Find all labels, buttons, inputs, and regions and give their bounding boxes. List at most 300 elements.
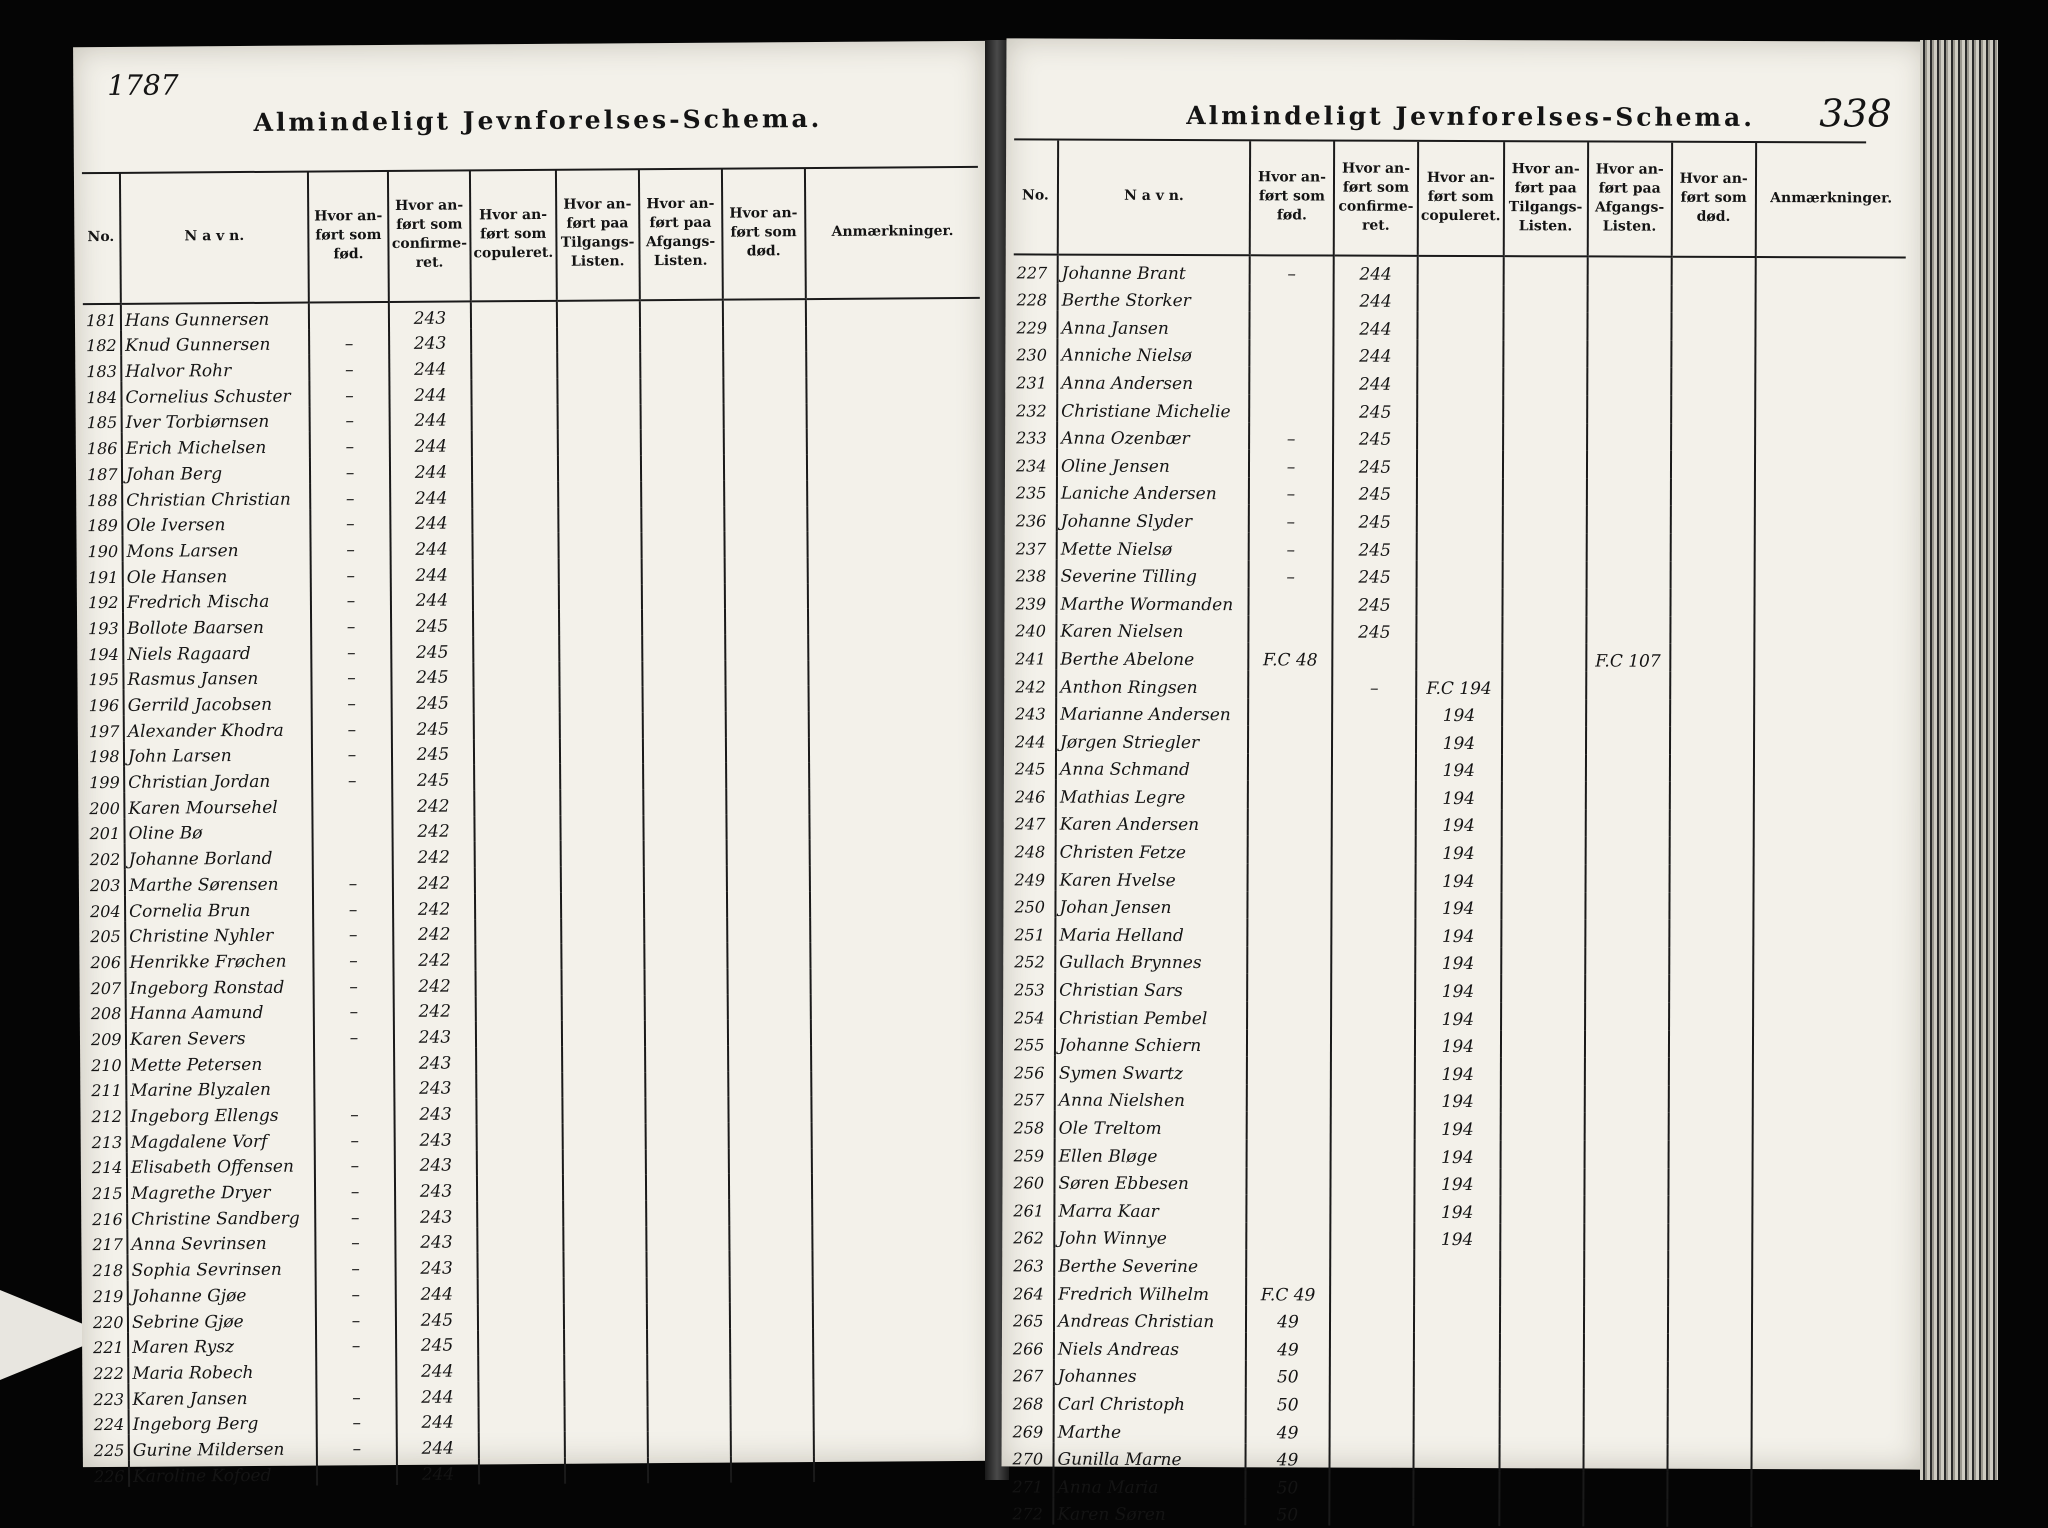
row-remarks xyxy=(1753,810,1903,838)
row-cell-empty xyxy=(563,1252,646,1278)
row-number: 247 xyxy=(1014,814,1046,835)
row-cell-empty xyxy=(1667,1389,1751,1417)
row-cell-empty xyxy=(564,1380,647,1406)
row-number: 184 xyxy=(86,387,118,407)
row-remarks xyxy=(1751,1500,1901,1528)
row-cell-fod xyxy=(1246,1222,1330,1250)
row-cell-empty xyxy=(562,1149,645,1175)
row-cell-conf: 244 xyxy=(391,559,473,585)
row-cell-conf xyxy=(1330,1195,1414,1223)
row-cell-empty xyxy=(1503,340,1587,368)
row-cell-conf xyxy=(1331,946,1415,974)
row-remarks xyxy=(806,350,980,377)
row-cell-conf: 242 xyxy=(394,996,476,1022)
row-cell-empty xyxy=(641,455,724,481)
row-cell-empty xyxy=(1669,810,1753,838)
row-cell-empty xyxy=(1670,672,1754,700)
row-cell-afg xyxy=(1587,395,1671,423)
row-name: Johanne Brant xyxy=(1058,255,1250,284)
row-cell-empty xyxy=(562,1046,645,1072)
row-cell-fod: – xyxy=(311,611,391,637)
row-number: 228 xyxy=(1016,290,1048,310)
row-cell-empty xyxy=(646,1251,729,1277)
row-name: Johan Berg xyxy=(122,458,310,485)
column-header: Hvor an- ført som død. xyxy=(1671,143,1755,257)
row-remarks xyxy=(1751,1445,1901,1473)
row-cell-fod xyxy=(1247,918,1331,946)
row-cell-afg xyxy=(1586,506,1670,534)
row-cell-empty xyxy=(1668,1334,1752,1362)
row-remarks xyxy=(812,1172,986,1199)
row-cell-empty xyxy=(1501,919,1585,947)
row-cell-fod: – xyxy=(312,740,392,766)
row-cell-empty xyxy=(647,1380,730,1406)
row-number: 270 xyxy=(1012,1449,1044,1469)
row-cell-empty xyxy=(558,455,641,481)
row-cell-empty xyxy=(472,430,558,456)
row-name: John Winnye xyxy=(1054,1221,1246,1249)
row-cell-fod xyxy=(1247,891,1331,919)
row-number: 236 xyxy=(1015,511,1047,531)
row-cell-afg xyxy=(1585,1030,1669,1058)
row-cell-fod xyxy=(1248,753,1332,781)
row-cell-conf: 244 xyxy=(397,1407,479,1433)
table-row xyxy=(1011,1028,1903,1059)
row-cell-afg xyxy=(1586,561,1670,589)
row-remarks xyxy=(1753,1031,1903,1059)
row-cell-empty xyxy=(1501,781,1585,809)
row-cell-empty xyxy=(1502,588,1586,616)
table-row xyxy=(1013,476,1905,507)
row-remarks xyxy=(1752,1224,1902,1252)
row-cell-empty xyxy=(723,351,806,377)
row-cell-empty xyxy=(476,1021,562,1047)
row-cell-conf xyxy=(1329,1443,1413,1471)
row-cell-fod: – xyxy=(312,765,392,791)
row-cell-cop: 194 xyxy=(1414,1195,1500,1223)
row-cell-fod xyxy=(312,791,392,817)
row-number: 196 xyxy=(88,695,120,716)
row-cell-conf: 244 xyxy=(396,1279,478,1305)
row-remarks xyxy=(812,1224,986,1251)
row-number: 271 xyxy=(1012,1477,1044,1497)
row-cell-cop xyxy=(1417,560,1503,588)
row-number: 201 xyxy=(89,824,121,844)
table-row xyxy=(1012,807,1904,838)
row-cell-empty xyxy=(557,353,640,379)
table-row xyxy=(1012,862,1904,893)
row-name: Maria Helland xyxy=(1055,918,1247,946)
row-cell-conf xyxy=(1331,1002,1415,1030)
row-name: Marthe Wormanden xyxy=(1056,587,1248,615)
row-cell-empty xyxy=(643,763,726,789)
column-header: Hvor an- ført paa Afgangs- Listen. xyxy=(1587,142,1671,256)
row-number: 231 xyxy=(1016,373,1047,393)
row-cell-conf: 244 xyxy=(391,585,473,611)
row-cell-conf: 243 xyxy=(395,1253,477,1279)
row-cell-empty xyxy=(473,584,559,610)
row-cell-conf: 243 xyxy=(394,1022,476,1048)
row-cell-empty xyxy=(476,1072,562,1098)
row-remarks xyxy=(1751,1472,1901,1500)
row-cell-empty xyxy=(1671,478,1755,506)
row-cell-cop: 194 xyxy=(1415,891,1501,919)
row-number: 256 xyxy=(1013,1063,1045,1083)
row-cell-conf xyxy=(1331,1112,1415,1140)
row-name: Karen Moursehel xyxy=(124,792,312,819)
row-cell-empty xyxy=(1668,1306,1752,1334)
row-cell-conf: 245 xyxy=(1333,560,1417,588)
row-cell-empty xyxy=(560,789,643,815)
row-cell-empty xyxy=(1500,1333,1584,1361)
row-name: Ole Treltom xyxy=(1055,1111,1247,1139)
row-name: Erich Michelsen xyxy=(122,432,310,459)
row-cell-empty xyxy=(1502,561,1586,589)
row-name: Mathias Legre xyxy=(1056,780,1248,808)
row-number: 224 xyxy=(93,1415,125,1435)
row-cell-empty xyxy=(1503,478,1587,506)
table-row xyxy=(1014,254,1906,286)
row-cell-empty xyxy=(473,661,559,687)
row-name: Karen Nielsen xyxy=(1056,614,1248,642)
row-number: 240 xyxy=(1015,621,1047,641)
column-header: N a v n. xyxy=(120,172,309,304)
row-number: 272 xyxy=(1012,1504,1043,1524)
row-remarks xyxy=(1753,837,1903,865)
row-cell-empty xyxy=(475,841,561,867)
row-cell-empty xyxy=(1502,726,1586,754)
row-number: 188 xyxy=(87,490,118,510)
row-cell-empty xyxy=(474,764,560,790)
row-cell-empty xyxy=(1502,754,1586,782)
row-cell-empty xyxy=(1668,1141,1752,1169)
row-cell-empty xyxy=(642,686,725,712)
row-cell-cop: 194 xyxy=(1415,947,1501,975)
row-cell-empty xyxy=(727,891,810,917)
row-remarks xyxy=(1753,1003,1903,1031)
row-cell-afg xyxy=(1587,313,1671,341)
row-cell-empty xyxy=(730,1430,813,1456)
row-name: Christian Christian xyxy=(122,483,310,510)
row-cell-fod xyxy=(1246,1194,1330,1222)
row-cell-conf xyxy=(1331,1057,1415,1085)
row-number: 241 xyxy=(1015,649,1046,669)
row-cell-cop: 194 xyxy=(1415,1057,1501,1085)
row-cell-fod xyxy=(1248,670,1332,698)
row-number: 257 xyxy=(1013,1090,1045,1110)
row-cell-empty xyxy=(1668,1113,1752,1141)
row-remarks xyxy=(813,1352,987,1379)
row-cell-empty xyxy=(640,378,723,404)
left-ledger-table xyxy=(82,167,988,1487)
row-name: Johanne Slyder xyxy=(1057,504,1249,532)
table-row xyxy=(1012,725,1904,756)
row-cell-fod: – xyxy=(311,586,391,612)
row-cell-empty xyxy=(563,1175,646,1201)
row-cell-empty xyxy=(476,1098,562,1124)
row-remarks xyxy=(1755,424,1905,452)
row-cell-empty xyxy=(1500,1140,1584,1168)
row-cell-empty xyxy=(725,634,808,660)
row-remarks xyxy=(808,710,982,737)
row-cell-fod: – xyxy=(316,1382,396,1408)
row-name: Berthe Storker xyxy=(1058,283,1250,311)
row-cell-fod xyxy=(314,1048,394,1074)
row-cell-cop xyxy=(1417,422,1503,450)
row-number: 264 xyxy=(1013,1283,1044,1304)
row-number: 183 xyxy=(86,361,117,382)
row-name: Niels Andreas xyxy=(1054,1332,1246,1360)
row-cell-empty xyxy=(724,506,807,532)
row-cell-conf: 243 xyxy=(389,328,471,354)
row-number: 205 xyxy=(90,927,121,947)
row-cell-empty xyxy=(1500,1113,1584,1141)
row-number: 259 xyxy=(1013,1146,1045,1166)
row-name: Rasmus Jansen xyxy=(123,663,311,690)
row-cell-empty xyxy=(726,788,809,814)
row-cell-empty xyxy=(474,713,560,739)
row-cell-fod: 50 xyxy=(1246,1388,1330,1416)
row-remarks xyxy=(1753,782,1903,810)
row-cell-conf xyxy=(1329,1498,1413,1526)
row-cell-empty xyxy=(479,1432,565,1458)
row-cell-empty xyxy=(1499,1388,1583,1416)
column-header: Anmærkninger. xyxy=(1755,143,1905,258)
row-cell-fod: – xyxy=(315,1151,395,1177)
left-page xyxy=(73,41,995,1487)
row-remarks xyxy=(806,402,980,429)
row-cell-conf: 245 xyxy=(1333,505,1417,533)
row-remarks xyxy=(809,813,983,840)
table-row xyxy=(1012,642,1904,673)
row-cell-empty xyxy=(645,1071,728,1097)
row-remarks xyxy=(1755,313,1905,341)
table-row xyxy=(1010,1414,1902,1445)
row-name: Anna Andersen xyxy=(1057,366,1249,394)
row-name: Fredrich Wilhelm xyxy=(1054,1277,1246,1305)
row-number: 209 xyxy=(90,1029,122,1050)
row-name: Johannes xyxy=(1054,1359,1246,1387)
row-number: 210 xyxy=(91,1055,122,1075)
row-cell-fod xyxy=(1250,284,1334,312)
row-cell-fod xyxy=(1247,1084,1331,1112)
row-cell-empty xyxy=(642,712,725,738)
row-cell-fod: – xyxy=(313,945,393,971)
row-cell-cop xyxy=(1416,588,1502,616)
row-cell-empty xyxy=(729,1199,812,1225)
row-cell-conf: 245 xyxy=(391,636,473,662)
row-cell-empty xyxy=(724,557,807,583)
row-cell-fod: F.C 49 xyxy=(1246,1277,1330,1305)
row-number: 219 xyxy=(92,1286,124,1306)
row-cell-empty xyxy=(562,1020,645,1046)
row-cell-fod xyxy=(1247,1112,1331,1140)
row-cell-fod xyxy=(1247,1001,1331,1029)
row-name: Bollote Baarsen xyxy=(123,612,311,639)
row-cell-empty xyxy=(1501,975,1585,1003)
row-cell-empty xyxy=(642,635,725,661)
row-cell-empty xyxy=(1500,1085,1584,1113)
row-name: Marthe xyxy=(1054,1415,1246,1443)
row-cell-empty xyxy=(728,1019,811,1045)
row-number: 225 xyxy=(93,1440,125,1461)
row-cell-empty xyxy=(1671,396,1755,424)
row-cell-conf: 244 xyxy=(396,1381,478,1407)
table-row xyxy=(1012,835,1904,866)
row-cell-empty xyxy=(730,1302,813,1328)
row-cell-fod: – xyxy=(315,1228,395,1254)
row-name: Mette Petersen xyxy=(126,1048,314,1075)
row-cell-afg xyxy=(1583,1499,1667,1527)
row-cell-conf: 245 xyxy=(391,611,473,637)
row-cell-afg xyxy=(1586,589,1670,617)
row-cell-empty xyxy=(1671,341,1755,369)
row-cell-empty xyxy=(647,1405,730,1431)
row-cell-conf: 242 xyxy=(393,893,475,919)
row-cell-cop: 194 xyxy=(1415,1140,1501,1168)
row-number: 253 xyxy=(1014,980,1045,1000)
row-number: 185 xyxy=(86,413,118,433)
table-row xyxy=(1011,973,1903,1004)
row-cell-fod: – xyxy=(309,380,389,406)
row-number: 244 xyxy=(1015,732,1046,752)
row-cell-empty xyxy=(643,814,726,840)
row-cell-empty xyxy=(562,1072,645,1098)
row-cell-empty xyxy=(725,608,808,634)
row-cell-conf: 244 xyxy=(390,508,472,534)
row-cell-conf: 242 xyxy=(393,842,475,868)
row-cell-empty xyxy=(473,559,559,585)
row-cell-empty xyxy=(1669,920,1753,948)
row-name: Johan Jensen xyxy=(1055,890,1247,918)
row-cell-afg xyxy=(1584,1251,1668,1279)
row-cell-empty xyxy=(1667,1361,1751,1389)
row-name: Cornelia Brun xyxy=(125,894,313,921)
row-name: Sophia Sevrinsen xyxy=(127,1254,315,1281)
row-cell-fod: 49 xyxy=(1246,1332,1330,1360)
row-cell-empty xyxy=(1667,1444,1751,1472)
row-cell-conf: 243 xyxy=(389,301,471,328)
row-cell-cop xyxy=(1413,1499,1499,1527)
row-cell-empty xyxy=(644,969,727,995)
row-cell-empty xyxy=(1668,1279,1752,1307)
row-number: 200 xyxy=(89,798,120,818)
row-cell-empty xyxy=(641,480,724,506)
row-remarks xyxy=(813,1301,987,1328)
row-name: Søren Ebbesen xyxy=(1054,1166,1246,1194)
row-cell-empty xyxy=(564,1329,647,1355)
row-cell-empty xyxy=(1670,561,1754,589)
row-name: Elisabeth Offensen xyxy=(127,1151,315,1178)
row-cell-empty xyxy=(476,1047,562,1073)
row-name: Christian Jordan xyxy=(124,766,312,793)
row-cell-empty xyxy=(723,326,806,352)
row-remarks xyxy=(811,1069,985,1096)
row-cell-afg xyxy=(1584,1223,1668,1251)
row-remarks xyxy=(1752,1334,1902,1362)
row-cell-empty xyxy=(640,403,723,429)
row-cell-cop xyxy=(1417,478,1503,506)
row-cell-empty xyxy=(558,532,641,558)
table-row xyxy=(1010,1359,1902,1390)
row-name: Karen Andersen xyxy=(1056,807,1248,835)
row-name: Knud Gunnersen xyxy=(121,329,309,356)
row-cell-afg: F.C 107 xyxy=(1586,644,1670,672)
row-number: 218 xyxy=(92,1261,124,1281)
row-name: Anna Schmand xyxy=(1056,752,1248,780)
row-name: Oline Bø xyxy=(124,817,312,844)
row-name: Gurine Mildersen xyxy=(129,1434,317,1461)
row-cell-empty xyxy=(558,507,641,533)
row-cell-conf: 245 xyxy=(1333,477,1417,505)
row-remarks xyxy=(1752,1251,1902,1279)
row-cell-empty xyxy=(1501,1002,1585,1030)
row-remarks xyxy=(1754,534,1904,562)
row-remarks xyxy=(1754,700,1904,728)
row-cell-empty xyxy=(477,1149,563,1175)
row-cell-cop: 194 xyxy=(1416,726,1502,754)
right-header-row xyxy=(1014,140,1906,257)
table-row xyxy=(1013,393,1905,424)
row-cell-empty xyxy=(557,430,640,456)
row-cell-empty xyxy=(647,1431,730,1457)
row-cell-conf: 243 xyxy=(395,1176,477,1202)
row-cell-empty xyxy=(1500,1306,1584,1334)
row-name: Gerrild Jacobsen xyxy=(124,689,312,716)
row-name: John Larsen xyxy=(124,740,312,767)
row-cell-empty xyxy=(728,1071,811,1097)
row-name: Hanna Aamund xyxy=(126,997,314,1024)
row-cell-empty xyxy=(723,403,806,429)
row-cell-empty xyxy=(1669,948,1753,976)
row-cell-fod xyxy=(1249,339,1333,367)
row-cell-afg xyxy=(1587,451,1671,479)
row-cell-empty xyxy=(729,1251,812,1277)
row-number: 235 xyxy=(1015,483,1047,503)
row-remarks xyxy=(810,967,984,994)
row-name: Ole Iversen xyxy=(122,509,310,536)
row-cell-afg xyxy=(1585,920,1669,948)
row-cell-empty xyxy=(471,353,557,379)
column-header: No. xyxy=(82,173,121,304)
table-row xyxy=(1014,283,1906,314)
row-cell-cop xyxy=(1416,643,1502,671)
row-name: Ingeborg Berg xyxy=(129,1408,317,1435)
row-cell-conf xyxy=(1330,1360,1414,1388)
row-cell-fod: – xyxy=(1249,560,1333,588)
row-cell-cop: F.C 194 xyxy=(1416,671,1502,699)
row-cell-empty xyxy=(1501,864,1585,892)
row-cell-empty xyxy=(724,480,807,506)
row-cell-empty xyxy=(560,815,643,841)
row-cell-afg xyxy=(1584,1085,1668,1113)
row-cell-fod xyxy=(312,817,392,843)
row-cell-conf: – xyxy=(1332,670,1416,698)
row-cell-afg xyxy=(1585,975,1669,1003)
row-name: Anniche Nielsø xyxy=(1057,338,1249,366)
row-cell-conf: 242 xyxy=(392,790,474,816)
row-cell-empty xyxy=(729,1225,812,1251)
row-cell-empty xyxy=(475,944,561,970)
row-cell-fod xyxy=(1248,836,1332,864)
row-cell-fod xyxy=(1247,1029,1331,1057)
row-cell-empty xyxy=(1671,257,1755,286)
row-remarks xyxy=(806,376,980,403)
row-cell-empty xyxy=(477,1175,563,1201)
row-cell-empty xyxy=(727,917,810,943)
row-name: Christian Sars xyxy=(1055,973,1247,1001)
row-remarks xyxy=(1754,755,1904,783)
